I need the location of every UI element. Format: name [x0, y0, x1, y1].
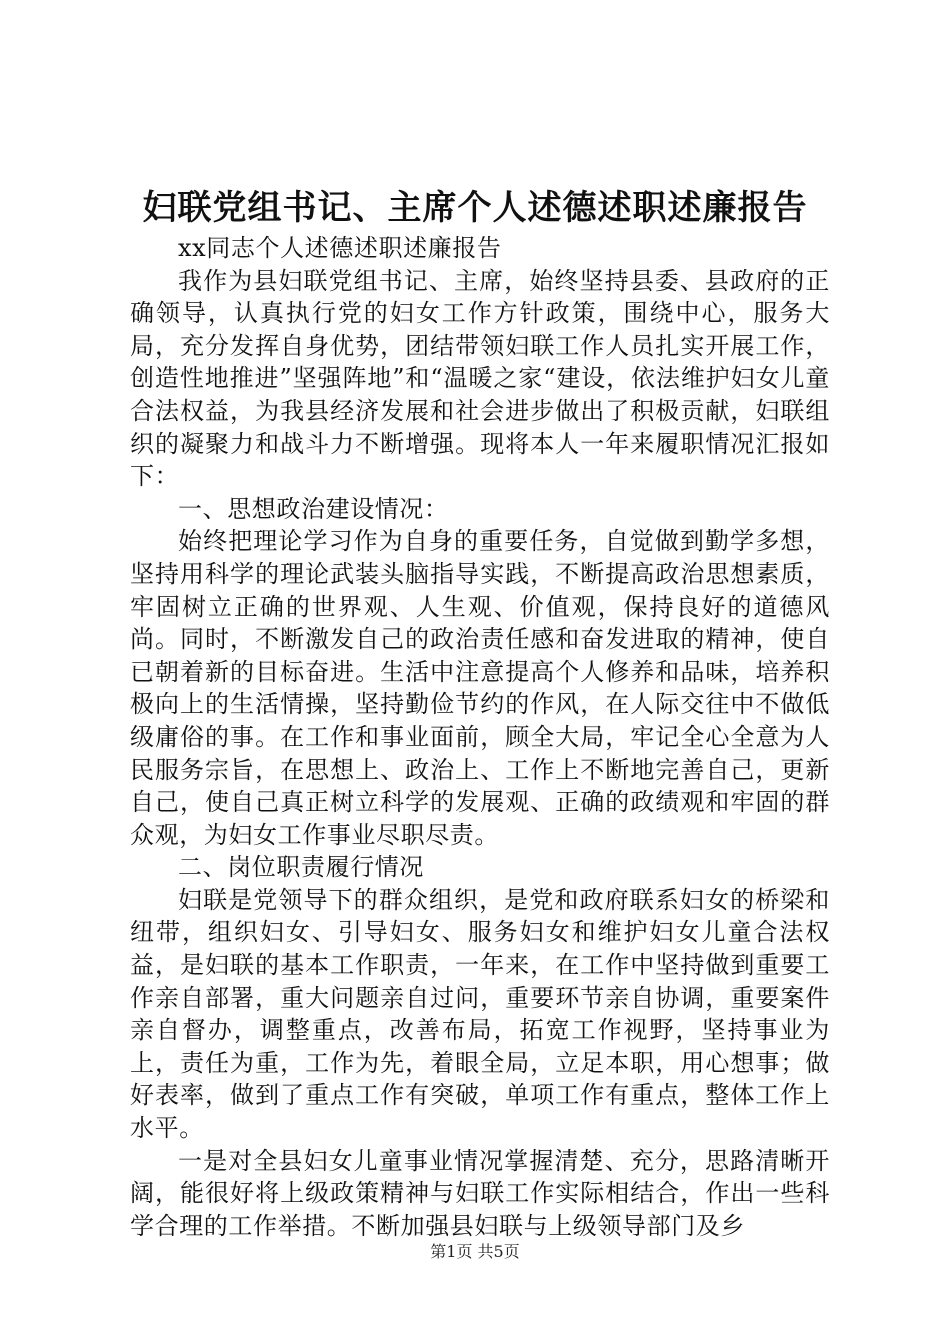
- report-subtitle: xx同志个人述德述职述廉报告: [178, 234, 502, 262]
- document-body: [130, 232, 830, 1242]
- page-footer: 第1页 共5页: [430, 1242, 520, 1261]
- first-point-paragraph: 一是对全县妇女儿童事业情况掌握清楚、充分，思路清晰开阔，能很好将上级政策精神与妇联工作实际相结合，作出一些科学合理的工作举措。不断加强县妇联与上级领导部门及乡: [130, 1146, 830, 1240]
- section-heading-political: 一、思想政治建设情况：: [178, 494, 449, 523]
- political-paragraph: 始终把理论学习作为自身的重要任务，自觉做到勤学多想，坚持用科学的理论武装头脑指导实践，不断提高政治思想素质，牢固树立正确的世界观、人生观、价值观，保持良好的道德风尚。同时，不断激发自己的政治责任感和奋发进取的精神，使自已朝着新的目标奋进。生活中注意提高个人修养和品味，培养积极向上的生活情操，坚持勤俭节约的作风，在人际交往中不做低级庸俗的事。在工作和事业面前，顾全大局，牢记全心全意为人民服务宗旨，在思想上、政治上、工作上不断地完善自己，更新自己，使自己真正树立科学的发展观、正确的政绩观和牢固的群众观，为妇女工作事业尽职尽责。: [130, 527, 830, 849]
- duties-paragraph: 妇联是党领导下的群众组织，是党和政府联系妇女的桥梁和纽带，组织妇女、引导妇女、服务妇女和维护妇女儿童合法权益，是妇联的基本工作职责，一年来，在工作中坚持做到重要工作亲自部署，重大问题亲自过问，重要环节亲自协调，重要案件亲自督办，调整重点，改善布局，拓宽工作视野，坚持事业为上，责任为重，工作为先，着眼全局，立足本职，用心想事；做好表率，做到了重点工作有突破，单项工作有重点，整体工作上水平。: [130, 885, 830, 1143]
- document-title: 妇联党组书记、主席个人述德述职述廉报告: [142, 188, 808, 228]
- section-heading-duties: 二、岗位职责履行情况: [178, 853, 424, 882]
- intro-paragraph: 我作为县妇联党组书记、主席，始终坚持县委、县政府的正确领导，认真执行党的妇女工作方针政策，围绕中心，服务大局，充分发挥自身优势，团结带领妇联工作人员扎实开展工作，创造性地推进”坚强阵地”和“温暖之家“建设，依法维护妇女儿童合法权益，为我县经济发展和社会进步做出了积极贡献，妇联组织的凝聚力和战斗力不断增强。现将本人一年来履职情况汇报如下：: [130, 266, 830, 491]
